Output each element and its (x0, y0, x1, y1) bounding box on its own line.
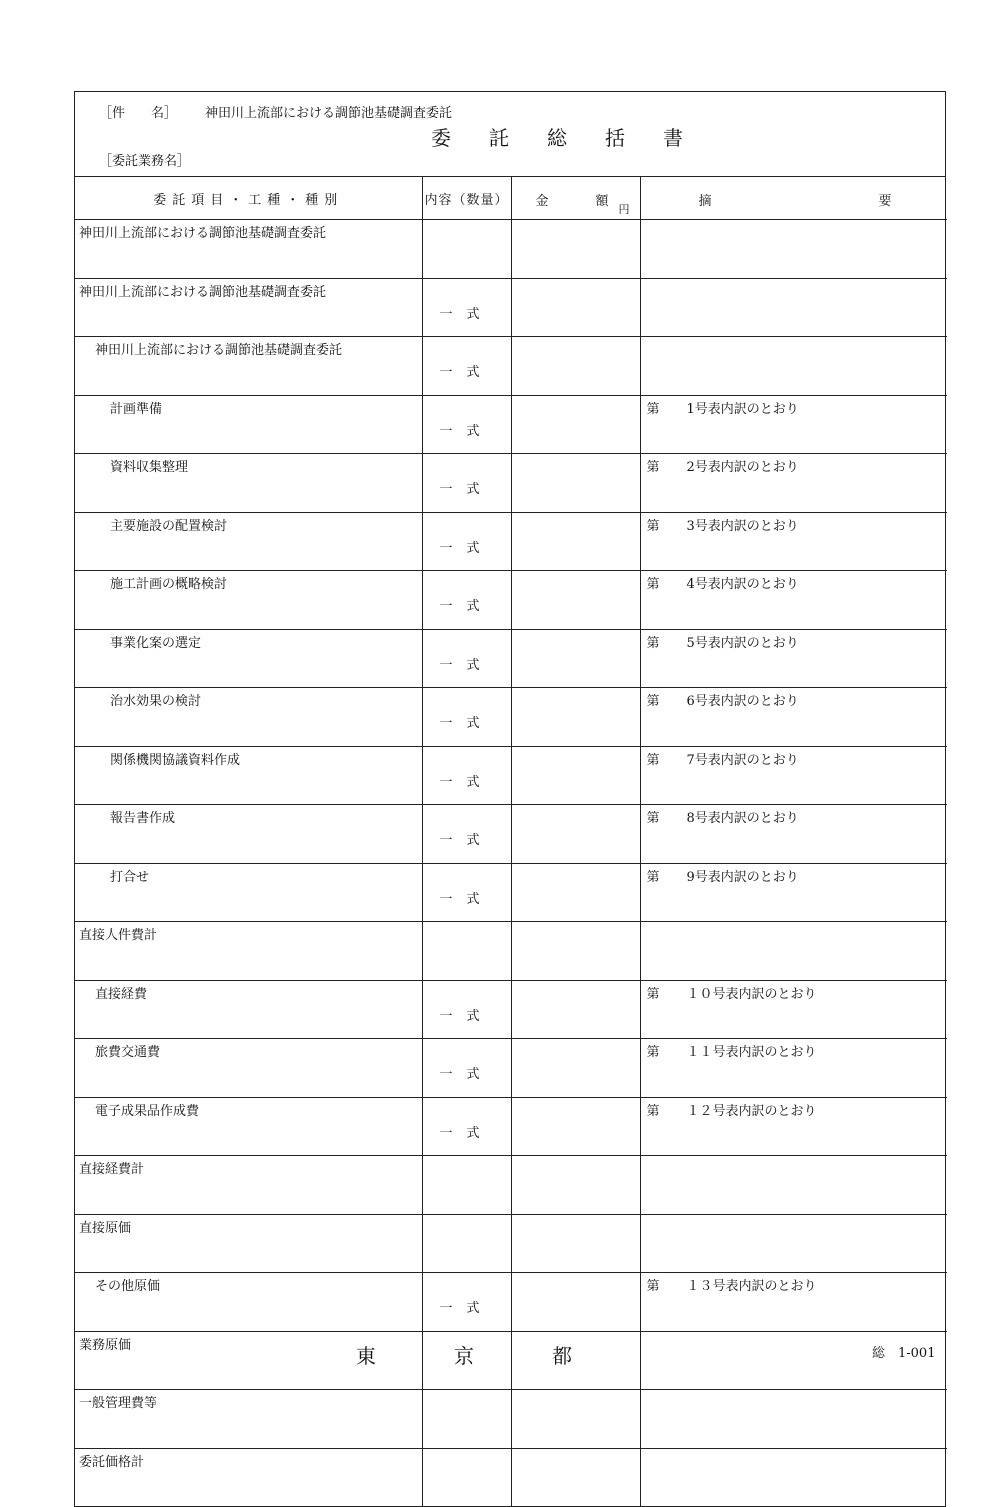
row-item-name: 直接経費 (75, 980, 422, 1039)
row-amount (511, 629, 640, 688)
table-row (75, 805, 947, 864)
row-amount (511, 1156, 640, 1215)
row-remarks (640, 278, 947, 337)
row-quantity: 一式 (422, 1039, 511, 1098)
table-row (75, 571, 947, 630)
row-amount (511, 980, 640, 1039)
table-row (75, 746, 947, 805)
row-amount (511, 220, 640, 279)
row-remarks (640, 512, 947, 571)
row-item-name: 直接経費計 (75, 1156, 422, 1215)
row-remarks (640, 1390, 947, 1449)
row-remarks (640, 1097, 947, 1156)
row-quantity: 一式 (422, 395, 511, 454)
row-remarks (640, 454, 947, 513)
table-row (75, 395, 947, 454)
remark-text: １１号表内訳のとおり (686, 1045, 817, 1060)
row-amount (511, 922, 640, 981)
column-header-remarks: 摘 要 (640, 177, 947, 220)
row-item-name: 報告書作成 (75, 805, 422, 864)
remark-text: １２号表内訳のとおり (686, 1103, 817, 1119)
row-quantity: 一式 (422, 1097, 511, 1156)
remark-text: 7号表内訳のとおり (686, 752, 799, 768)
row-item-name: 直接人件費計 (75, 922, 422, 981)
row-remarks (640, 922, 947, 981)
remark-prefix: 第 (646, 694, 660, 709)
table-row (75, 1097, 947, 1156)
row-quantity: 一式 (422, 863, 511, 922)
column-header-qty: 内容（数量） (422, 177, 511, 220)
row-amount (511, 1097, 640, 1156)
row-remarks (640, 688, 947, 747)
table-row (75, 1273, 947, 1332)
row-remarks (640, 980, 947, 1039)
row-item-name: 神田川上流部における調節池基礎調査委託 (75, 337, 422, 396)
row-quantity: 一式 (422, 746, 511, 805)
table-row (75, 1039, 947, 1098)
document-title: 委 託 総 括 書 (431, 126, 683, 150)
row-amount (511, 1214, 640, 1273)
row-amount (511, 1390, 640, 1449)
row-quantity: 一式 (422, 805, 511, 864)
row-item-name: 神田川上流部における調節池基礎調査委託 (75, 220, 422, 279)
remark-text: 5号表内訳のとおり (686, 635, 799, 651)
row-quantity: 一式 (422, 629, 511, 688)
row-item-name: 関係機関協議資料作成 (75, 746, 422, 805)
table-row (75, 1214, 947, 1273)
row-quantity: 一式 (422, 512, 511, 571)
row-remarks (640, 220, 947, 279)
row-item-name: 事業化案の選定 (75, 629, 422, 688)
gyomu-label: ［委託業務名］ (99, 154, 191, 169)
row-quantity: 一式 (422, 1273, 511, 1332)
row-item-name: 業務原価 (75, 1331, 422, 1390)
row-remarks (640, 805, 947, 864)
remark-prefix: 第 (646, 811, 660, 826)
row-quantity: 一式 (422, 454, 511, 513)
row-quantity: 一式 (422, 337, 511, 396)
row-quantity (422, 922, 511, 981)
issuer-name: 東 京 都 (356, 1344, 572, 1368)
row-amount (511, 571, 640, 630)
row-remarks (640, 746, 947, 805)
row-item-name: 旅費交通費 (75, 1039, 422, 1098)
row-amount (511, 454, 640, 513)
row-item-name: 電子成果品作成費 (75, 1097, 422, 1156)
row-remarks (640, 395, 947, 454)
row-remarks (640, 1273, 947, 1332)
column-header-item: 委託項目・工種・種別 (75, 177, 422, 220)
row-item-name: 委託価格計 (75, 1448, 422, 1506)
remark-prefix: 第 (646, 577, 660, 592)
row-remarks (640, 1214, 947, 1273)
row-quantity: 一式 (422, 571, 511, 630)
remark-text: １０号表内訳のとおり (686, 986, 817, 1002)
remark-text: １３号表内訳のとおり (686, 1279, 817, 1294)
row-amount (511, 395, 640, 454)
table-row (75, 980, 947, 1039)
remark-prefix: 第 (646, 460, 660, 475)
yen-unit: 円 (618, 203, 630, 216)
row-remarks (640, 629, 947, 688)
row-item-name: 計画準備 (75, 395, 422, 454)
row-amount (511, 1039, 640, 1098)
remark-prefix: 第 (646, 869, 660, 885)
table-row (75, 278, 947, 337)
kenmei-label: ［件 名］ (99, 106, 178, 121)
table-row (75, 688, 947, 747)
table-header-row (75, 177, 947, 220)
summary-sheet (74, 91, 946, 1507)
table-row (75, 337, 947, 396)
row-amount (511, 1448, 640, 1506)
row-quantity: 一式 (422, 278, 511, 337)
column-header-amount: 金 額 円 (511, 177, 640, 220)
remark-text: 4号表内訳のとおり (686, 577, 799, 592)
row-quantity (422, 1214, 511, 1273)
remark-prefix: 第 (646, 518, 660, 534)
summary-table (75, 177, 947, 1506)
form-code: 総 1-001 (872, 1346, 936, 1361)
remark-text: 2号表内訳のとおり (686, 460, 799, 475)
table-row (75, 1448, 947, 1506)
remark-text: 8号表内訳のとおり (686, 811, 799, 826)
row-quantity (422, 1156, 511, 1215)
remark-text: 6号表内訳のとおり (686, 694, 799, 709)
row-amount (511, 278, 640, 337)
remark-prefix: 第 (646, 635, 660, 651)
row-item-name: 直接原価 (75, 1214, 422, 1273)
project-name: 神田川上流部における調節池基礎調査委託 (205, 106, 453, 121)
table-row (75, 220, 947, 279)
row-item-name: 資料収集整理 (75, 454, 422, 513)
remark-prefix: 第 (646, 1045, 660, 1060)
row-item-name: 主要施設の配置検討 (75, 512, 422, 571)
row-remarks (640, 571, 947, 630)
remark-prefix: 第 (646, 752, 660, 768)
remark-text: 9号表内訳のとおり (686, 869, 799, 885)
row-remarks (640, 1448, 947, 1506)
remark-prefix: 第 (646, 1103, 660, 1119)
table-row (75, 1390, 947, 1449)
row-remarks (640, 863, 947, 922)
row-item-name: その他原価 (75, 1273, 422, 1332)
row-item-name: 神田川上流部における調節池基礎調査委託 (75, 278, 422, 337)
row-item-name: 治水効果の検討 (75, 688, 422, 747)
remark-text: 1号表内訳のとおり (686, 401, 799, 417)
table-row (75, 454, 947, 513)
row-remarks (640, 337, 947, 396)
remark-prefix: 第 (646, 986, 660, 1002)
remark-prefix: 第 (646, 401, 660, 417)
row-item-name: 施工計画の概略検討 (75, 571, 422, 630)
row-amount (511, 805, 640, 864)
table-row (75, 512, 947, 571)
row-amount (511, 688, 640, 747)
remark-prefix: 第 (646, 1279, 660, 1294)
table-row (75, 863, 947, 922)
row-item-name: 一般管理費等 (75, 1390, 422, 1449)
row-amount (511, 512, 640, 571)
row-quantity: 一式 (422, 688, 511, 747)
remark-text: 3号表内訳のとおり (686, 518, 799, 534)
row-amount (511, 863, 640, 922)
table-row (75, 629, 947, 688)
row-quantity (422, 1390, 511, 1449)
row-remarks (640, 1156, 947, 1215)
sheet-header (75, 92, 945, 177)
table-row (75, 922, 947, 981)
row-item-name: 打合せ (75, 863, 422, 922)
table-row (75, 1156, 947, 1215)
row-remarks (640, 1039, 947, 1098)
row-amount (511, 746, 640, 805)
row-amount (511, 337, 640, 396)
row-quantity: 一式 (422, 980, 511, 1039)
row-quantity (422, 1448, 511, 1506)
row-quantity (422, 220, 511, 279)
row-amount (511, 1273, 640, 1332)
